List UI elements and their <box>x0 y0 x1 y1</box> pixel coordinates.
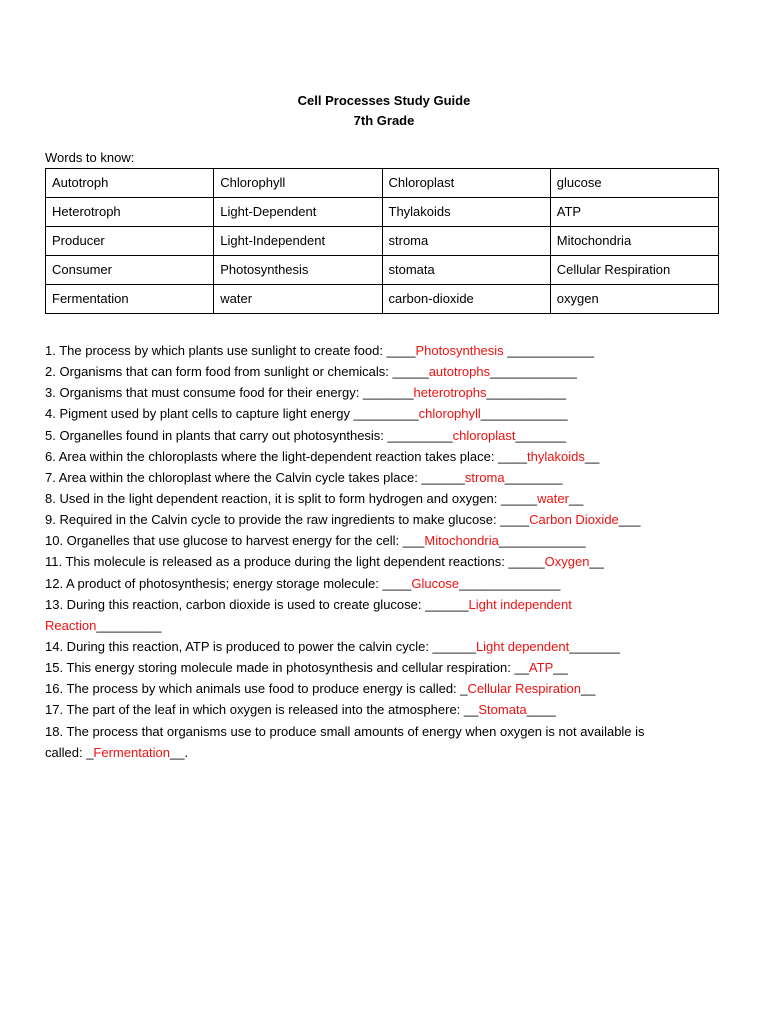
question-prompt: 6. Area within the chloroplasts where the light-dependent reaction takes place: ____ <box>45 448 528 464</box>
question-prompt: 14. During this reaction, ATP is produced to power the calvin cycle: ______ <box>45 638 476 654</box>
question-prompt: 4. Pigment used by plant cells to capture light energy _________ <box>45 406 419 422</box>
question-answer: Fermentation <box>93 744 171 760</box>
question-blank: ____ <box>526 702 556 718</box>
page-title: Cell Processes Study Guide <box>297 93 471 108</box>
question-answer: stroma <box>464 469 505 485</box>
question-blank: ____________ <box>490 364 577 380</box>
question-line <box>45 657 735 678</box>
question-blank: ____________ <box>480 406 568 422</box>
question-blank: ______________ <box>459 575 561 591</box>
question-line <box>45 530 735 551</box>
question-answer: chloroplast <box>452 427 516 443</box>
vocab-cell: water <box>214 285 382 314</box>
question-line <box>45 615 735 636</box>
vocab-cell: Light-Dependent <box>214 198 382 227</box>
question-line <box>45 425 735 446</box>
question-answer: Mitochondria <box>424 533 499 549</box>
vocab-cell: Chlorophyll <box>214 169 382 198</box>
vocab-cell: Producer <box>46 227 214 256</box>
question-answer: water <box>537 490 569 506</box>
question-answer: Oxygen <box>544 554 590 570</box>
question-blank: ________ <box>504 469 563 485</box>
vocab-cell: Autotroph <box>46 169 214 198</box>
vocab-cell: oxygen <box>550 285 718 314</box>
words-to-know-label: Words to know: <box>45 150 135 165</box>
question-prompt: 2. Organisms that can form food from sunlight or chemicals: _____ <box>45 364 429 380</box>
question-blank: _______ <box>515 427 567 443</box>
vocab-cell: Mitochondria <box>550 227 718 256</box>
question-prompt: 12. A product of photosynthesis; energy storage molecule: ____ <box>45 575 412 591</box>
question-answer: ATP <box>528 660 554 676</box>
question-answer: Light independent <box>468 596 572 612</box>
question-line <box>45 467 735 488</box>
question-prompt: 7. Area within the chloroplast where the Calvin cycle takes place: ______ <box>45 469 465 485</box>
question-line <box>45 382 735 403</box>
vocab-cell: Light-Independent <box>214 227 382 256</box>
question-prompt: 10. Organelles that use glucose to harvest energy for the cell: ___ <box>45 533 425 549</box>
question-blank: __. <box>170 744 189 760</box>
vocab-cell: Consumer <box>46 256 214 285</box>
question-line <box>45 509 735 530</box>
vocab-cell: stomata <box>382 256 550 285</box>
question-blank: __ <box>584 448 600 464</box>
vocab-cell: glucose <box>550 169 718 198</box>
question-line <box>45 678 735 699</box>
question-prompt: 8. Used in the light dependent reaction, it is split to form hydrogen and oxygen: _____ <box>45 490 538 506</box>
question-blank: _______ <box>569 638 620 654</box>
question-line <box>45 403 735 424</box>
vocab-cell: stroma <box>382 227 550 256</box>
question-list <box>45 340 735 763</box>
question-blank: ____________ <box>498 533 586 549</box>
vocab-row <box>46 227 719 256</box>
question-line <box>45 742 735 763</box>
question-prompt: 15. This energy storing molecule made in photosynthesis and cellular respiration: __ <box>45 660 529 676</box>
vocab-row <box>46 256 719 285</box>
question-prompt: 13. During this reaction, carbon dioxide is used to create glucose: ______ <box>45 596 469 612</box>
vocab-cell: Photosynthesis <box>214 256 382 285</box>
vocab-cell: Chloroplast <box>382 169 550 198</box>
question-line <box>45 361 735 382</box>
question-line <box>45 636 735 657</box>
question-answer: Glucose <box>411 575 460 591</box>
question-answer: chlorophyll <box>418 406 481 422</box>
vocab-cell: ATP <box>550 198 718 227</box>
question-line <box>45 488 735 509</box>
question-prompt: 1. The process by which plants use sunlight to create food: ____ <box>45 343 416 358</box>
question-prompt: 3. Organisms that must consume food for their energy: _______ <box>45 385 414 401</box>
question-answer: Carbon Dioxide <box>529 512 619 528</box>
question-answer: thylakoids <box>527 448 585 464</box>
question-blank: _________ <box>96 617 162 633</box>
question-line <box>45 699 735 720</box>
question-blank: __ <box>589 554 604 570</box>
question-blank: ___ <box>618 512 641 528</box>
question-blank: __ <box>580 681 596 697</box>
question-answer: autotrophs <box>428 364 491 380</box>
vocab-cell: Fermentation <box>46 285 214 314</box>
vocab-row <box>46 198 719 227</box>
vocab-cell: Heterotroph <box>46 198 214 227</box>
question-prompt: 17. The part of the leaf in which oxygen is released into the atmosphere: __ <box>45 702 479 718</box>
question-line <box>45 721 735 742</box>
question-blank: __ <box>553 660 568 676</box>
question-line <box>45 340 735 361</box>
question-answer: Reaction <box>45 617 97 633</box>
question-prompt: 11. This molecule is released as a produce during the light dependent reactions: _____ <box>45 554 545 570</box>
question-prompt: called: _ <box>45 744 94 760</box>
question-blank: __ <box>568 490 584 506</box>
question-answer: Stomata <box>478 702 527 718</box>
question-answer: Photosynthesis <box>415 343 504 358</box>
question-blank: ___________ <box>486 385 567 401</box>
vocab-cell: Thylakoids <box>382 198 550 227</box>
question-blank: ____________ <box>503 343 595 358</box>
question-line <box>45 446 735 467</box>
vocab-cell: Cellular Respiration <box>550 256 718 285</box>
question-answer: Light dependent <box>475 638 570 654</box>
vocabulary-table <box>45 168 719 314</box>
question-answer: Cellular Respiration <box>467 681 581 697</box>
question-prompt: 16. The process by which animals use food to produce energy is called: _ <box>45 681 468 697</box>
question-prompt: 5. Organelles found in plants that carry out photosynthesis: _________ <box>45 427 453 443</box>
question-prompt: 9. Required in the Calvin cycle to provide the raw ingredients to make glucose: ____ <box>45 512 530 528</box>
question-answer: heterotrophs <box>413 385 487 401</box>
page-subtitle: 7th Grade <box>353 113 415 128</box>
vocab-row <box>46 285 719 314</box>
question-line <box>45 573 735 594</box>
question-line <box>45 594 735 615</box>
vocab-row <box>46 169 719 198</box>
vocab-cell: carbon-dioxide <box>382 285 550 314</box>
question-line <box>45 551 735 572</box>
question-prompt: 18. The process that organisms use to produce small amounts of energy when oxygen is not available is <box>45 723 645 739</box>
